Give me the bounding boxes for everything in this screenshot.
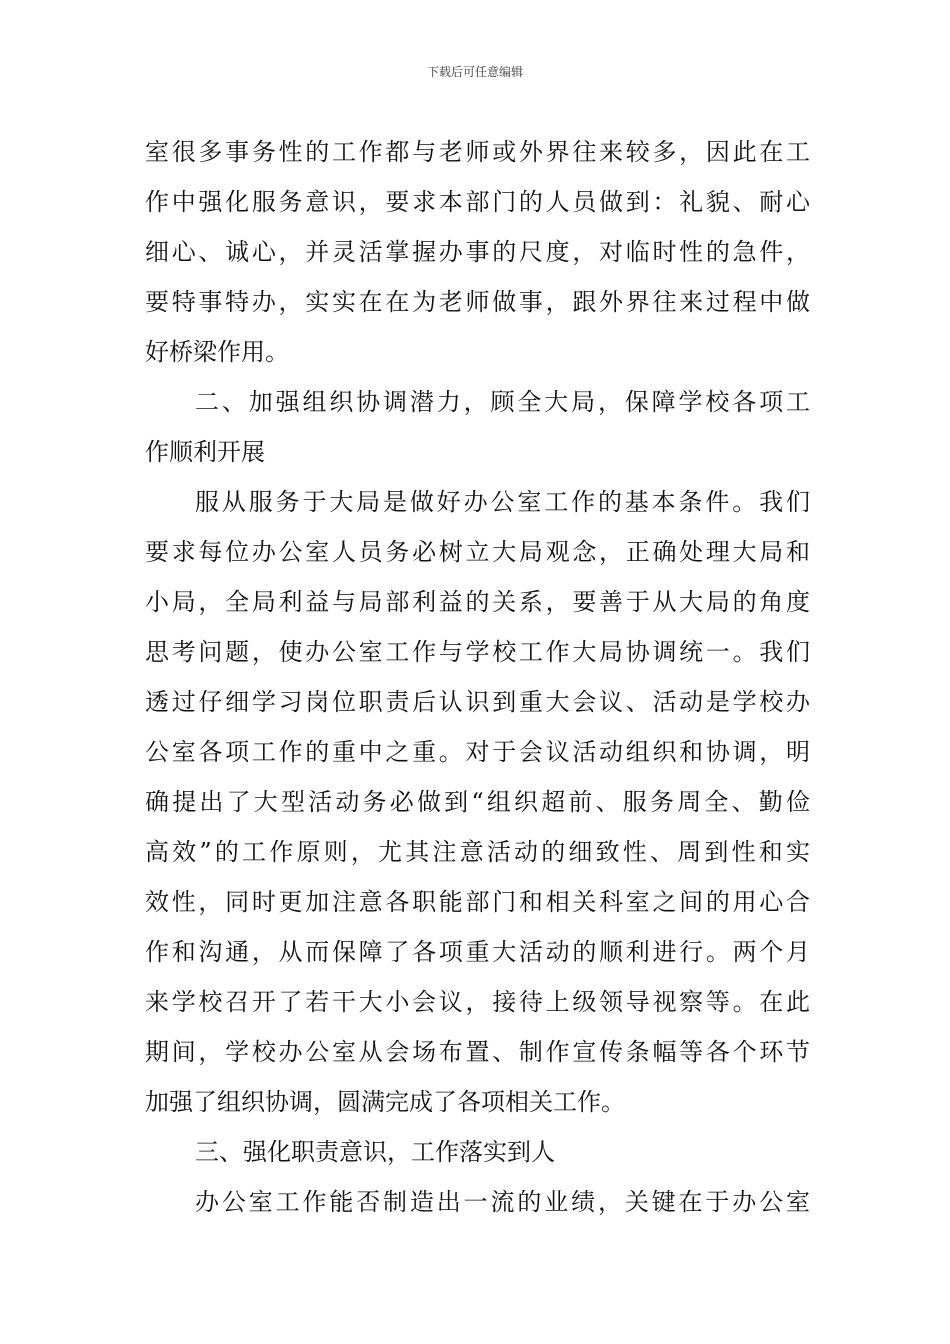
text-line: 作和沟通，从而保障了各项重大活动的顺利进行。两个月	[145, 938, 810, 966]
text-line: 加强了组织协调，圆满完成了各项相关工作。	[145, 1088, 625, 1116]
text-line: 三、强化职责意识，工作落实到人	[195, 1138, 555, 1166]
text-line: 室很多事务性的工作都与老师或外界往来较多，因此在工	[145, 138, 810, 166]
text-line: 要特事特办，实实在在为老师做事，跟外界往来过程中做	[145, 288, 810, 316]
text-line: 办公室工作能否制造出一流的业绩，关键在于办公室	[195, 1188, 810, 1216]
paragraph-5	[145, 1177, 810, 1227]
document-body	[145, 127, 810, 1227]
text-line: 作中强化服务意识，要求本部门的人员做到：礼貌、耐心	[145, 188, 810, 216]
text-line: 要求每位办公室人员务必树立大局观念，正确处理大局和	[145, 538, 810, 566]
section-heading-2	[145, 377, 810, 477]
text-line: 公室各项工作的重中之重。对于会议活动组织和协调，明	[145, 738, 810, 766]
header-note: 下载后可任意编辑	[426, 65, 523, 79]
text-line: 期间，学校办公室从会场布置、制作宣传条幅等各个环节	[145, 1038, 810, 1066]
text-line: 细心、诚心，并灵活掌握办事的尺度，对临时性的急件，	[145, 238, 810, 266]
text-line: 小局，全局利益与局部利益的关系，要善于从大局的角度	[145, 588, 810, 616]
text-line: 效性，同时更加注意各职能部门和相关科室之间的用心合	[145, 888, 810, 916]
text-line: 透过仔细学习岗位职责后认识到重大会议、活动是学校办	[145, 688, 810, 716]
text-line: 二、加强组织协调潜力，顾全大局，保障学校各项工	[195, 388, 810, 416]
text-line: 服从服务于大局是做好办公室工作的基本条件。我们	[195, 488, 810, 516]
text-line: 高效”的工作原则，尤其注意活动的细致性、周到性和实	[145, 838, 810, 866]
section-heading-3	[145, 1127, 810, 1177]
text-line: 确提出了大型活动务必做到“组织超前、服务周全、勤俭	[145, 788, 810, 816]
text-line: 好桥梁作用。	[145, 338, 289, 366]
text-line: 来学校召开了若干大小会议，接待上级领导视察等。在此	[145, 988, 810, 1016]
paragraph-3	[145, 477, 810, 1127]
text-line: 思考问题，使办公室工作与学校工作大局协调统一。我们	[145, 638, 810, 666]
paragraph-1	[145, 127, 810, 377]
text-line: 作顺利开展	[145, 438, 265, 466]
